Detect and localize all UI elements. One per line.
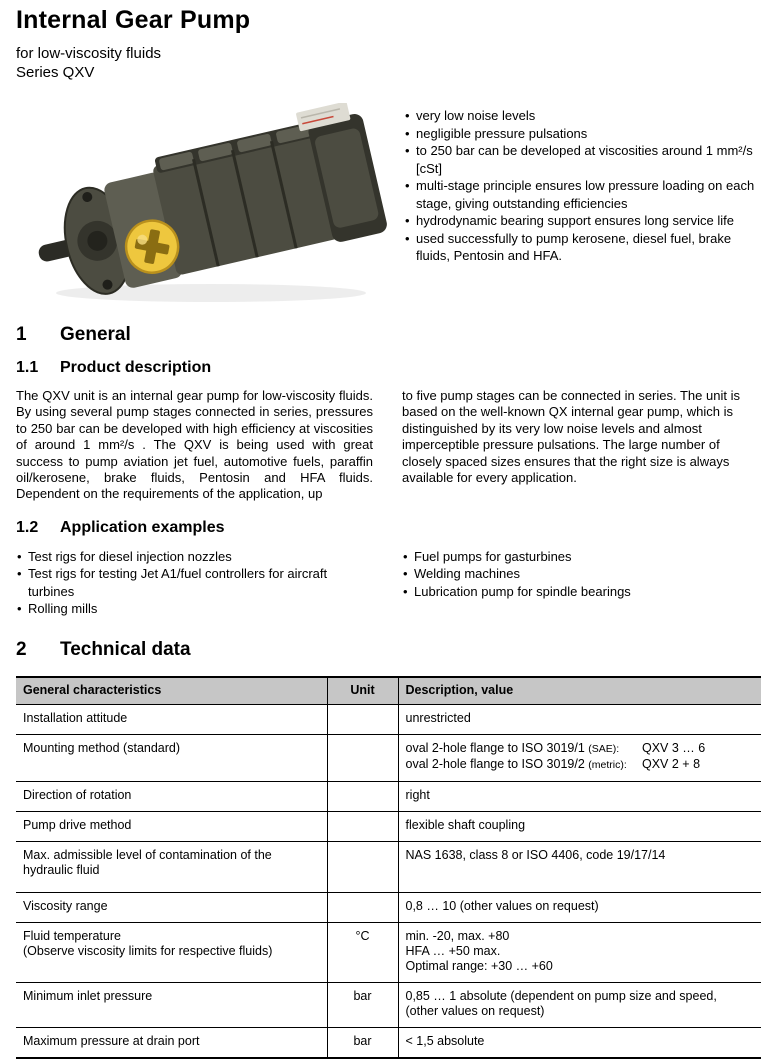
application-item: • Lubrication pump for spindle bearings	[402, 583, 759, 601]
row-description: unrestricted	[398, 704, 761, 734]
row-unit	[327, 781, 398, 811]
section-title: Application examples	[60, 518, 225, 536]
table-row	[16, 922, 761, 982]
row-name: Pump drive method	[16, 811, 327, 841]
row-description: flexible shaft coupling	[398, 811, 761, 841]
feature-item: • multi-stage principle ensures low pressure loading on each stage, giving outstanding efficiencies	[404, 177, 759, 212]
series-name: Series QXV	[16, 64, 95, 81]
page-subtitle	[16, 44, 759, 82]
row-description: < 1,5 absolute	[398, 1027, 761, 1058]
row-name: Installation attitude	[16, 704, 327, 734]
header-description-value: Description, value	[398, 677, 761, 705]
row-name: Max. admissible level of contamination of the hydraulic fluid	[16, 841, 327, 892]
row-unit	[327, 704, 398, 734]
header-general-characteristics: General characteristics	[16, 677, 327, 705]
pump-illustration	[16, 103, 402, 308]
application-item: • Test rigs for diesel injection nozzles	[16, 548, 373, 566]
section-number: 1.1	[16, 359, 39, 376]
table-row	[16, 811, 761, 841]
row-description: NAS 1638, class 8 or ISO 4406, code 19/17/14	[398, 841, 761, 892]
application-item: • Welding machines	[402, 565, 759, 583]
feature-item: • very low noise levels	[404, 107, 759, 125]
row-name: Fluid temperature (Observe viscosity limits for respective fluids)	[16, 922, 327, 982]
application-list-right	[402, 548, 759, 618]
row-unit	[327, 841, 398, 892]
description-left-column: The QXV unit is an internal gear pump for low-viscosity fluids. By using several pump stages connected in series, pressures to 250 bar can be developed with high efficiency at viscosities of around 1 mm²/s . The QXV is being used with great success to pump aviation jet fuel, automotive fuels, paraffin oil/kerosene, brake fluids, Pentosin and HFA fluids. Dependent on the requirements of the application, up	[16, 388, 373, 502]
row-unit: °C	[327, 922, 398, 982]
product-description-columns	[16, 388, 759, 503]
row-unit	[327, 811, 398, 841]
section-number: 1	[16, 324, 27, 345]
section-heading-application-examples	[16, 519, 759, 537]
table-header-row	[16, 677, 761, 705]
row-description: min. -20, max. +80 HFA … +50 max. Optimal range: +30 … +60	[398, 922, 761, 982]
row-unit	[327, 734, 398, 781]
table-row	[16, 734, 761, 781]
section-heading-product-description	[16, 359, 759, 377]
row-description: 0,8 … 10 (other values on request)	[398, 892, 761, 922]
row-description: right	[398, 781, 761, 811]
table-row	[16, 704, 761, 734]
section-title: General	[60, 324, 131, 345]
row-name: Minimum inlet pressure	[16, 982, 327, 1027]
section-heading-technical-data	[16, 639, 759, 661]
row-name: Direction of rotation	[16, 781, 327, 811]
subtitle-line1: for low-viscosity fluids	[16, 45, 162, 62]
row-name: Maximum pressure at drain port	[16, 1027, 327, 1058]
table-row	[16, 982, 761, 1027]
feature-item: • to 250 bar can be developed at viscosities around 1 mm²/s [cSt]	[404, 142, 759, 177]
row-description: 0,85 … 1 absolute (dependent on pump size and speed, (other values on request)	[398, 982, 761, 1027]
application-item: • Test rigs for testing Jet A1/fuel controllers for aircraft turbines	[16, 565, 373, 600]
row-name: Mounting method (standard)	[16, 734, 327, 781]
technical-data-table	[16, 676, 761, 1059]
section-heading-general	[16, 324, 759, 346]
section-number: 2	[16, 638, 27, 660]
table-row	[16, 892, 761, 922]
page-title: Internal Gear Pump	[16, 6, 251, 34]
application-examples-columns	[16, 548, 759, 618]
section-title: Product description	[60, 359, 212, 376]
feature-item: • used successfully to pump kerosene, diesel fuel, brake fluids, Pentosin and HFA.	[404, 230, 759, 265]
row-name: Viscosity range	[16, 892, 327, 922]
feature-item: • negligible pressure pulsations	[404, 125, 759, 143]
row-unit	[327, 892, 398, 922]
row-unit: bar	[327, 982, 398, 1027]
row-unit: bar	[327, 1027, 398, 1058]
feature-item: • hydrodynamic bearing support ensures long service life	[404, 212, 759, 230]
application-item: • Fuel pumps for gasturbines	[402, 548, 759, 566]
application-list-left	[16, 548, 373, 618]
section-title: Technical data	[60, 638, 191, 660]
table-row	[16, 1027, 761, 1058]
row-description: oval 2-hole flange to ISO 3019/1 (SAE): QXV 3 … 6 oval 2-hole flange to ISO 3019/2 (metric): QXV 2 + 8	[398, 734, 761, 781]
table-row	[16, 781, 761, 811]
feature-list	[404, 107, 759, 308]
pump-photo	[16, 103, 402, 308]
hero-section	[16, 103, 759, 308]
table-row	[16, 841, 761, 892]
section-number: 1.2	[16, 518, 39, 536]
header-unit: Unit	[327, 677, 398, 705]
description-right-column: to five pump stages can be connected in series. The unit is based on the well-known QX internal gear pump, which is distinguished by its very low noise levels and almost imperceptible pressure pulsations. The large number of closely spaced sizes ensures that the right size is always available for every application.	[402, 388, 740, 486]
application-item: • Rolling mills	[16, 600, 373, 618]
